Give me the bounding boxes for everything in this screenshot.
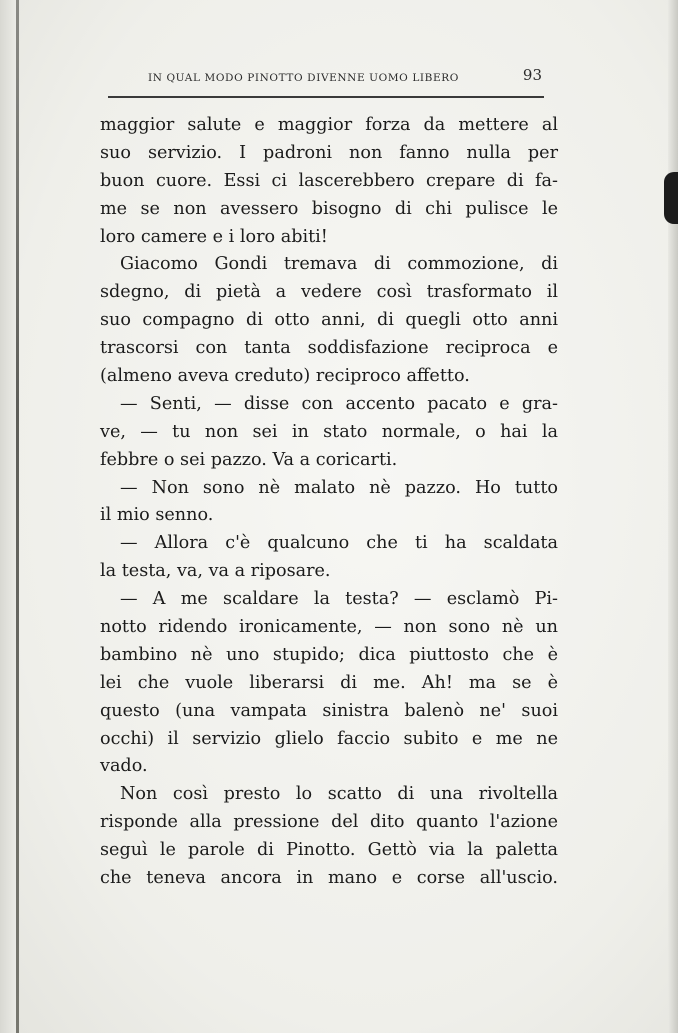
text-line-content: il mio senno.: [100, 505, 214, 526]
text-line: [100, 196, 558, 224]
text-line: [100, 279, 558, 307]
page-edge: [668, 0, 678, 1033]
text-line: [100, 475, 558, 503]
text-line-content: bambino nè uno stupido; dica piuttosto che è: [100, 644, 558, 665]
running-head: IN QUAL MODO PINOTTO DIVENNE UOMO LIBERO: [148, 72, 459, 84]
text-line-content: Non così presto lo scatto di una rivoltella: [120, 784, 558, 805]
text-line-content: occhi) il servizio glielo faccio subito e me ne: [100, 728, 558, 749]
text-line-content: sdegno, di pietà a vedere così trasformato il: [100, 282, 558, 303]
text-line-content: notto ridendo ironicamente, — non sono nè un: [100, 617, 558, 638]
text-line: [100, 224, 558, 252]
text-line: [100, 781, 558, 809]
edge-thumb-mark: [664, 172, 678, 224]
text-line: [100, 670, 558, 698]
text-line: [100, 251, 558, 279]
text-line: [100, 614, 558, 642]
text-line: [100, 530, 558, 558]
text-line-content: — Senti, — disse con accento pacato e gra-: [120, 393, 558, 414]
text-line-content: — Allora c'è qualcuno che ti ha scaldata: [120, 533, 558, 554]
text-line-content: seguì le parole di Pinotto. Gettò via la paletta: [100, 840, 558, 861]
text-line: [100, 809, 558, 837]
text-line-content: (almeno aveva creduto) reciproco affetto.: [100, 366, 470, 387]
text-line-content: — A me scaldare la testa? — esclamò Pi-: [120, 589, 558, 610]
header-rule: [108, 96, 544, 98]
page-header: [108, 64, 544, 90]
text-line: [100, 837, 558, 865]
text-line-content: loro camere e i loro abiti!: [100, 226, 328, 247]
text-line: [100, 112, 558, 140]
text-line: [100, 502, 558, 530]
text-line-content: vado.: [100, 756, 148, 777]
text-line-content: che teneva ancora in mano e corse all'uscio.: [100, 868, 558, 889]
text-line: [100, 447, 558, 475]
text-line: [100, 168, 558, 196]
text-line: [100, 586, 558, 614]
text-line: [100, 726, 558, 754]
text-line: [100, 558, 558, 586]
text-line: [100, 698, 558, 726]
text-line-content: trascorsi con tanta soddisfazione reciproca e: [100, 338, 558, 359]
text-line: [100, 140, 558, 168]
text-line-content: — Non sono nè malato nè pazzo. Ho tutto: [120, 477, 558, 498]
text-line: [100, 391, 558, 419]
gutter-line: [16, 0, 19, 1033]
text-line-content: lei che vuole liberarsi di me. Ah! ma se è: [100, 672, 558, 693]
text-line-content: buon cuore. Essi ci lascerebbero crepare di fa-: [100, 170, 558, 191]
text-line-content: ve, — tu non sei in stato normale, o hai la: [100, 421, 558, 442]
text-line-content: la testa, va, va a riposare.: [100, 561, 331, 582]
body-text: [100, 112, 558, 893]
text-line-content: questo (una vampata sinistra balenò ne' suoi: [100, 700, 558, 721]
text-line-content: febbre o sei pazzo. Va a coricarti.: [100, 449, 398, 470]
gutter-shadow: [0, 0, 16, 1033]
text-line-content: suo compagno di otto anni, di quegli otto anni: [100, 310, 558, 331]
text-line-content: Giacomo Gondi tremava di commozione, di: [120, 254, 558, 275]
text-line: [100, 753, 558, 781]
text-line: [100, 363, 558, 391]
text-line-content: suo servizio. I padroni non fanno nulla per: [100, 142, 558, 163]
text-line-content: risponde alla pressione del dito quanto l'azione: [100, 812, 558, 833]
text-line-content: me se non avessero bisogno di chi pulisce le: [100, 198, 558, 219]
text-line-content: maggior salute e maggior forza da mettere al: [100, 115, 558, 135]
text-line: [100, 307, 558, 335]
text-line: [100, 419, 558, 447]
text-line: [100, 865, 558, 893]
text-line: [100, 335, 558, 363]
text-line: [100, 642, 558, 670]
page-number: 93: [522, 66, 542, 84]
